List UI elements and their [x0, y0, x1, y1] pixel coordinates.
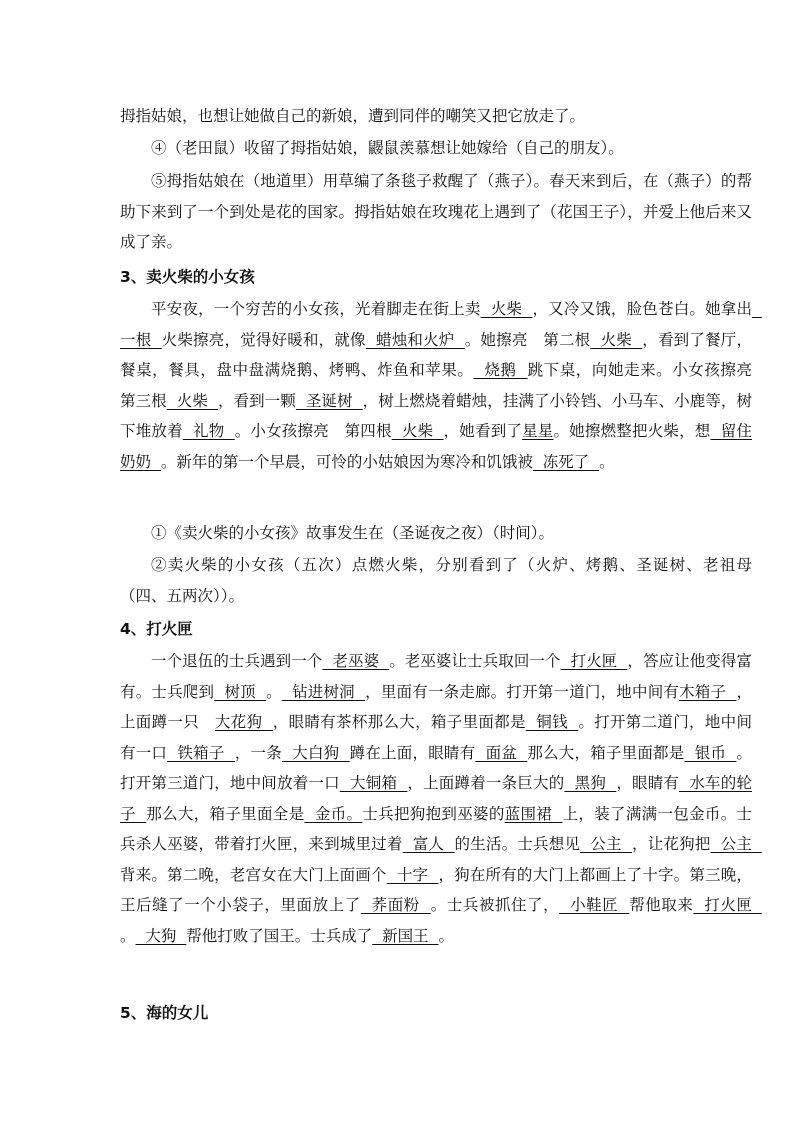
text: 一个退伍的士兵遇到一个: [151, 652, 323, 670]
text: 。她擦亮 第二根: [464, 330, 591, 349]
fill-blank: 新国王: [372, 926, 439, 945]
text: ，一条: [234, 743, 282, 762]
text: 。士兵被抓住了，: [430, 896, 560, 914]
text: ，狗在所有的大门上都画上了十字。第三晚，王后缝了一个小袋子，里面放上了: [120, 865, 752, 914]
fill-blank: 圣诞树: [295, 391, 363, 410]
text: ，树上燃烧着蜡烛，挂满了小铃铛、小马车、小鹿等，树下堆放着: [120, 391, 752, 440]
fill-blank: 公主: [710, 835, 762, 853]
text: ，答应让他变得富有。士兵爬到: [120, 652, 752, 701]
question-text: ②卖火柴的小女孩（五次）点燃火柴，分别看到了（火炉、烤鹅、圣诞树、老祖母（四、五两次））。: [120, 556, 752, 605]
section-heading-tinderbox: 4、打火匣: [120, 620, 193, 638]
text: 。新年的第一个早晨，可怜的小姑娘因为寒冷和饥饿被: [160, 452, 533, 471]
fill-blank: 大花狗: [214, 713, 273, 731]
text: 的生活。士兵想见: [454, 835, 581, 853]
question-2: [120, 550, 752, 611]
fill-blank: 黑狗: [564, 774, 617, 792]
fill-blank: 星星: [522, 422, 554, 440]
fill-blank: 蜡烛和火炉: [365, 330, 465, 349]
text: 平安夜，一个穷苦的小女孩，光着脚走在街上卖: [151, 300, 481, 318]
question-text: ①《卖火柴的小女孩》故事发生在（圣诞夜之夜）（时间）。: [151, 524, 555, 542]
paragraph-text: 拇指姑娘，也想让她做自己的新娘，遭到同伴的嘲笑又把它放走了。: [120, 107, 586, 125]
fill-blank: 打火匣: [693, 896, 762, 914]
fill-blank: 十字: [386, 865, 439, 884]
text: 。: [438, 926, 454, 945]
fill-blank: 公主: [580, 835, 632, 853]
text: 。: [266, 682, 282, 701]
paragraph-text: ④（老田鼠）收留了拇指姑娘，鼹鼠羡慕想让她嫁给（自己的朋友）。: [151, 139, 624, 157]
fill-blank: 冻死了: [532, 452, 600, 471]
text: 蹲在上面，眼睛有: [349, 743, 476, 762]
fill-blank: 富人: [402, 835, 455, 853]
text: 火柴擦亮，觉得好暖和，就像: [161, 330, 366, 349]
text: 士兵把狗抱到巫婆的: [362, 804, 505, 823]
text: 。打开第二道门，地中间有一口: [120, 713, 752, 762]
text: ，眼睛有茶杯那么大，箱子里面都是: [272, 713, 526, 731]
text: 。她擦燃整把火柴，想: [553, 422, 711, 440]
fill-blank: 烧鹅: [473, 361, 528, 379]
fill-blank: 大白狗: [281, 743, 350, 762]
fill-blank: 铁箱子: [167, 743, 235, 762]
fill-blank: 小鞋匠: [559, 896, 630, 914]
text: 背来。第二晚，老宫女在大门上面画个: [120, 865, 387, 884]
text: ，上面蹲着一条巨大的: [407, 774, 565, 792]
fill-blank: 礼物: [182, 422, 235, 440]
text: 帮他打败了国王。士兵成了: [186, 926, 373, 945]
fill-blank: 荞面粉: [360, 896, 431, 914]
fill-blank: 树顶: [214, 682, 267, 701]
fill-blank: 老巫婆: [322, 652, 390, 670]
fill-blank: 打火匣: [560, 652, 628, 670]
fill-blank: 面盆: [475, 743, 528, 762]
paragraph-field-mouse: [120, 133, 752, 164]
paragraph-thumbelina-end: [120, 101, 752, 132]
fill-blank: 大狗: [135, 926, 187, 945]
fill-blank: 金币。: [304, 804, 363, 823]
paragraph-match-girl-story: [120, 294, 768, 477]
section-heading-match-girl: 3、卖火柴的小女孩: [120, 268, 255, 286]
fill-blank: 留住奶奶: [120, 422, 752, 471]
fill-blank: 蓝围裙: [504, 804, 563, 823]
text: ，看到一颗: [217, 391, 296, 410]
text: 。老巫婆让士兵取回一个: [389, 652, 561, 670]
text: ，她看到了: [443, 422, 523, 440]
fill-blank: 银币: [684, 743, 737, 762]
text: 。: [599, 452, 615, 471]
fill-blank: 火柴: [480, 300, 533, 318]
fill-blank: 木箱子: [679, 682, 737, 701]
text: 帮他取来: [629, 896, 694, 914]
text: 那么大，箱子里面都是: [527, 743, 685, 762]
fill-blank: 铜钱: [525, 713, 579, 731]
text: ，眼睛有: [616, 774, 680, 792]
fill-blank: 火柴: [391, 422, 444, 440]
text: ，上面蹲一只: [120, 682, 752, 731]
text: ，又冷又饿，脸色苍白。她拿出: [532, 300, 752, 318]
fill-blank: 大铜箱: [339, 774, 408, 792]
text: 。打开第三道门，地中间放着一口: [120, 743, 752, 792]
fill-blank: 一根: [120, 300, 762, 349]
fill-blank: 水车的轮子: [120, 774, 752, 823]
text: ，让花狗把: [632, 835, 711, 853]
text: 。小女孩擦亮 第四根: [234, 422, 392, 440]
text: 上，装了满满一包金币。士兵杀人巫婆，带着打火匣，来到城里过着: [120, 804, 753, 853]
paragraph-tinderbox-story: [120, 646, 762, 951]
text: 。: [120, 926, 136, 945]
question-1: [120, 518, 752, 549]
section-heading-little-mermaid: 5、海的女儿: [120, 1004, 209, 1022]
fill-blank: 钻进树洞: [281, 682, 366, 701]
text: 那么大，箱子里面全是: [146, 804, 305, 823]
text: ，里面有一条走廊。打开第一道门，地中间有: [365, 682, 680, 701]
paragraph-swallow: [120, 166, 752, 258]
fill-blank: 火柴: [166, 391, 218, 410]
paragraph-text: ⑤拇指姑娘在（地道里）用草编了条毯子救醒了（燕子）。春天来到后，在（燕子）的帮助下来到了一个到处是花的国家。拇指姑娘在玫瑰花上遇到了（花国王子），并爱上他后来又成了亲。: [120, 172, 752, 251]
fill-blank: 火柴: [590, 330, 643, 349]
text: 跳下桌，向她走来。小女孩擦亮 第三根: [120, 361, 768, 410]
text: ，看到了餐厅，餐桌，餐具，盘中盘满烧鹅、烤鸭、炸鱼和苹果。: [120, 330, 752, 379]
